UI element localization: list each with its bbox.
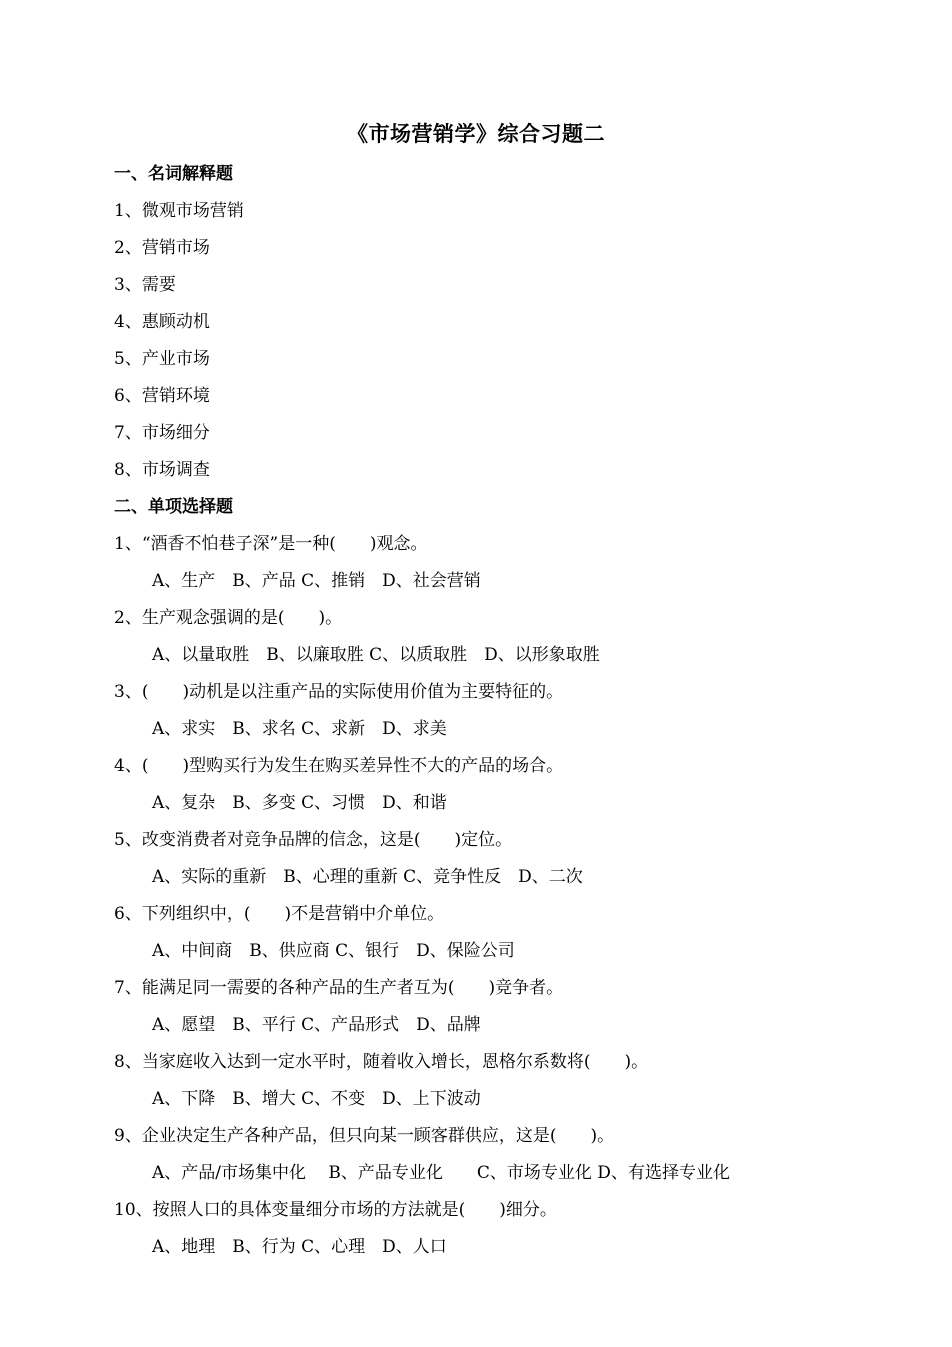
question-options: A、以量取胜 B、以廉取胜 C、以质取胜 D、以形象取胜 bbox=[152, 645, 600, 665]
term-item: 8、市场调查 bbox=[114, 460, 210, 480]
section-heading-terms: 一、名词解释题 bbox=[114, 164, 233, 184]
document-body bbox=[114, 156, 874, 1266]
question-text: 5、改变消费者对竞争品牌的信念，这是( )定位。 bbox=[114, 830, 513, 850]
question-options: A、中间商 B、供应商 C、银行 D、保险公司 bbox=[152, 941, 515, 961]
question-options: A、求实 B、求名 C、求新 D、求美 bbox=[152, 719, 447, 739]
question-options: A、下降 B、增大 C、不变 D、上下波动 bbox=[152, 1089, 481, 1109]
term-item: 4、惠顾动机 bbox=[114, 312, 210, 332]
question-text: 8、当家庭收入达到一定水平时，随着收入增长，恩格尔系数将( )。 bbox=[114, 1052, 649, 1072]
term-item: 7、市场细分 bbox=[114, 423, 210, 443]
term-item: 3、需要 bbox=[114, 275, 176, 295]
question-options: A、实际的重新 B、心理的重新 C、竞争性反 D、二次 bbox=[152, 867, 583, 887]
question-options: A、复杂 B、多变 C、习惯 D、和谐 bbox=[152, 793, 447, 813]
section-heading-choice: 二、单项选择题 bbox=[114, 497, 233, 517]
term-item: 5、产业市场 bbox=[114, 349, 210, 369]
term-item: 2、营销市场 bbox=[114, 238, 210, 258]
question-text: 6、下列组织中，( )不是营销中介单位。 bbox=[114, 904, 445, 924]
question-text: 10、按照人口的具体变量细分市场的方法就是( )细分。 bbox=[114, 1200, 557, 1220]
question-text: 4、( )型购买行为发生在购买差异性不大的产品的场合。 bbox=[114, 756, 564, 776]
term-item: 6、营销环境 bbox=[114, 386, 210, 406]
term-item: 1、微观市场营销 bbox=[114, 201, 244, 221]
question-options: A、生产 B、产品 C、推销 D、社会营销 bbox=[152, 571, 481, 591]
question-text: 2、生产观念强调的是( )。 bbox=[114, 608, 343, 628]
document-title: 《市场营销学》综合习题二 bbox=[347, 122, 605, 146]
question-options: A、地理 B、行为 C、心理 D、人口 bbox=[152, 1237, 447, 1257]
question-text: 9、企业决定生产各种产品，但只向某一顾客群供应，这是( )。 bbox=[114, 1126, 615, 1146]
question-options: A、产品/市场集中化 B、产品专业化 C、市场专业化 D、有选择专业化 bbox=[152, 1163, 730, 1183]
question-text: 1、“酒香不怕巷子深”是一种( )观念。 bbox=[114, 534, 428, 554]
question-options: A、愿望 B、平行 C、产品形式 D、品牌 bbox=[152, 1015, 481, 1035]
question-text: 7、能满足同一需要的各种产品的生产者互为( )竞争者。 bbox=[114, 978, 564, 998]
question-text: 3、( )动机是以注重产品的实际使用价值为主要特征的。 bbox=[114, 682, 564, 702]
